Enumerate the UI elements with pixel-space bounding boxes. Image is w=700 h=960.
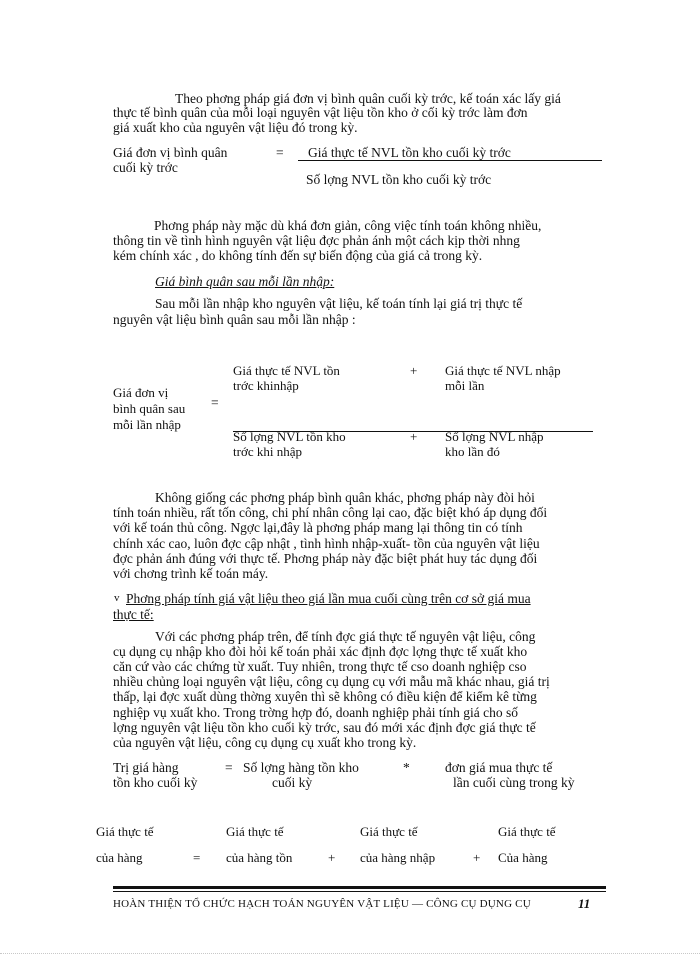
formula4-eq: =	[193, 850, 201, 865]
formula2-left3: mỗi lần nhập	[113, 417, 181, 432]
para5-line7: lợng nguyên vật liệu tồn kho cuối kỳ trớc, sau đó mới xác định đợc giá thực tế	[113, 720, 536, 735]
para5-line8: của nguyên vật liệu, công cụ dụng cụ xuất kho trong kỳ.	[113, 735, 417, 750]
formula2-plus2: +	[410, 429, 418, 444]
formula1-denominator: Số lợng NVL tồn kho cuối kỳ trớc	[306, 172, 492, 187]
heading2-line2: thực tế:	[113, 607, 154, 622]
formula4-c2: của hàng nhập	[360, 850, 436, 865]
para1-line3: giá xuất kho của nguyên vật liệu đó trong kỳ.	[113, 120, 358, 135]
formula2-num-a2: trớc khinhập	[233, 378, 299, 393]
formula4-a1: Giá thực tế	[96, 824, 154, 839]
para5-line2: cụ dụng cụ nhập kho đòi hỏi kế toán phải xác định đợc lợng thực tế xuất kho	[113, 644, 528, 659]
formula2-plus1: +	[410, 363, 418, 378]
para2-line1: Phơng pháp này mặc dù khá đơn giản, công việc tính toán không nhiều,	[154, 218, 542, 233]
para2-line2: thông tin về tình hình nguyên vật liệu đợc phản ánh một cách kịp thời nhng	[113, 233, 520, 248]
para5-line6: nghiệp vụ xuất kho. Trong trờng hợp đó, doanh nghiệp phải tính giá cho số	[113, 705, 518, 720]
para2-line3: kém chính xác , do không tính đến sự biến động của giá cả trong kỳ.	[113, 248, 483, 263]
formula2-den-b2: kho lần đó	[445, 444, 500, 459]
para3-line1: Sau mỗi lần nhập kho nguyên vật liệu, kế toán tính lại giá trị thực tế	[155, 296, 523, 311]
heading2-bullet: v	[114, 592, 120, 604]
formula2-den-a1: Số lợng NVL tồn kho	[233, 429, 346, 444]
page-bottom-dotted-line	[0, 953, 700, 954]
para3-line2: nguyên vật liệu bình quân sau mỗi lần nhập :	[113, 312, 356, 327]
footer-title: HOÀN THIỆN TỔ CHỨC HẠCH TOÁN NGUYÊN VẬT LIỆU — CÔNG CỤ DỤNG CỤ	[113, 898, 531, 910]
formula2-left1: Giá đơn vị	[113, 385, 169, 400]
formula4-a2: của hàng	[96, 850, 143, 865]
para1-line2: thực tế bình quân của mỗi loại nguyên vật liệu tồn kho ở cối kỳ trớc làm đơn	[113, 105, 528, 120]
formula4-b1: Giá thực tế	[226, 824, 284, 839]
page-number: 11	[578, 896, 591, 911]
formula1-fraction-bar	[298, 160, 602, 161]
para5-line5: thấp, lại đợc xuất dùng thờng xuyên thì sẽ không có điều kiện để kiểm kê từng	[113, 689, 537, 704]
formula3-a1: Trị giá hàng	[113, 760, 179, 775]
para5-line1: Với các phơng pháp trên, để tính đợc giá thực tế nguyên vật liệu, công	[155, 629, 536, 644]
formula3-b1: Số lợng hàng tồn kho	[243, 760, 359, 775]
formula1-eq: =	[276, 145, 284, 160]
formula3-c2: lần cuối cùng trong kỳ	[453, 775, 575, 790]
para4-line4: chính xác cao, luôn đợc cập nhật , tình hình nhập-xuất- tồn của nguyên vật liệu	[113, 536, 540, 551]
para1-line1: Theo phơng pháp giá đơn vị bình quân cuối kỳ trớc, kế toán xác lấy giá	[175, 91, 561, 106]
formula2-num-b1: Giá thực tế NVL nhập	[445, 363, 561, 378]
formula2-left2: bình quân sau	[113, 401, 186, 416]
formula2-den-b1: Số lợng NVL nhập	[445, 429, 544, 444]
formula4-plus2: +	[473, 850, 481, 865]
formula4-d1: Giá thực tế	[498, 824, 556, 839]
heading2-line1: Phơng pháp tính giá vật liệu theo giá lần mua cuối cùng trên cơ sở giá mua	[126, 591, 531, 606]
para4-line2: tính toán nhiều, rất tốn công, chi phí nhân công lại cao, đặc biệt khó áp dụng đối	[113, 505, 548, 520]
formula3-a2: tồn kho cuối kỳ	[113, 775, 198, 790]
formula3-times: *	[403, 760, 410, 775]
formula1-left2: cuối kỳ trớc	[113, 160, 178, 175]
formula2-den-a2: trớc khi nhập	[233, 444, 302, 459]
heading-average-after-each-import: Giá bình quân sau mỗi lần nhập:	[155, 274, 335, 289]
para5-line4: nhiều chủng loại nguyên vật liệu, công cụ dụng cụ với mẫu mã khác nhau, giá trị	[113, 674, 550, 689]
para4-line6: với chơng trình kế toán máy.	[113, 566, 269, 581]
footer-rule-thin	[113, 891, 606, 892]
formula3-c1: đơn giá mua thực tế	[445, 760, 553, 775]
formula3-eq: =	[225, 760, 233, 775]
formula4-c1: Giá thực tế	[360, 824, 418, 839]
footer-rule-thick	[113, 886, 606, 889]
formula4-d2: Của hàng	[498, 850, 548, 865]
formula4-plus1: +	[328, 850, 336, 865]
para5-line3: căn cứ vào các chứng từ xuất. Tuy nhiên, trong thực tế cso doanh nghiệp cso	[113, 659, 527, 674]
para4-line3: với kế toán thủ công. Ngợc lại,đây là phơng pháp mang lại thông tin có tính	[113, 520, 523, 535]
formula2-num-b2: mỗi lần	[445, 378, 485, 393]
para4-line1: Không giống các phơng pháp bình quân khác, phơng pháp này đòi hỏi	[155, 490, 535, 505]
formula2-eq: =	[211, 395, 219, 410]
para4-line5: đợc phản ánh đúng với thực tế. Phơng pháp này đặc biệt phát huy tác dụng đối	[113, 551, 538, 566]
formula4-b2: của hàng tồn	[226, 850, 293, 865]
formula1-left1: Giá đơn vị bình quân	[113, 145, 228, 160]
formula2-num-a1: Giá thực tế NVL tồn	[233, 363, 340, 378]
formula1-numerator: Giá thực tế NVL tồn kho cuối kỳ trớc	[308, 145, 511, 160]
formula3-b2: cuối kỳ	[272, 775, 313, 790]
